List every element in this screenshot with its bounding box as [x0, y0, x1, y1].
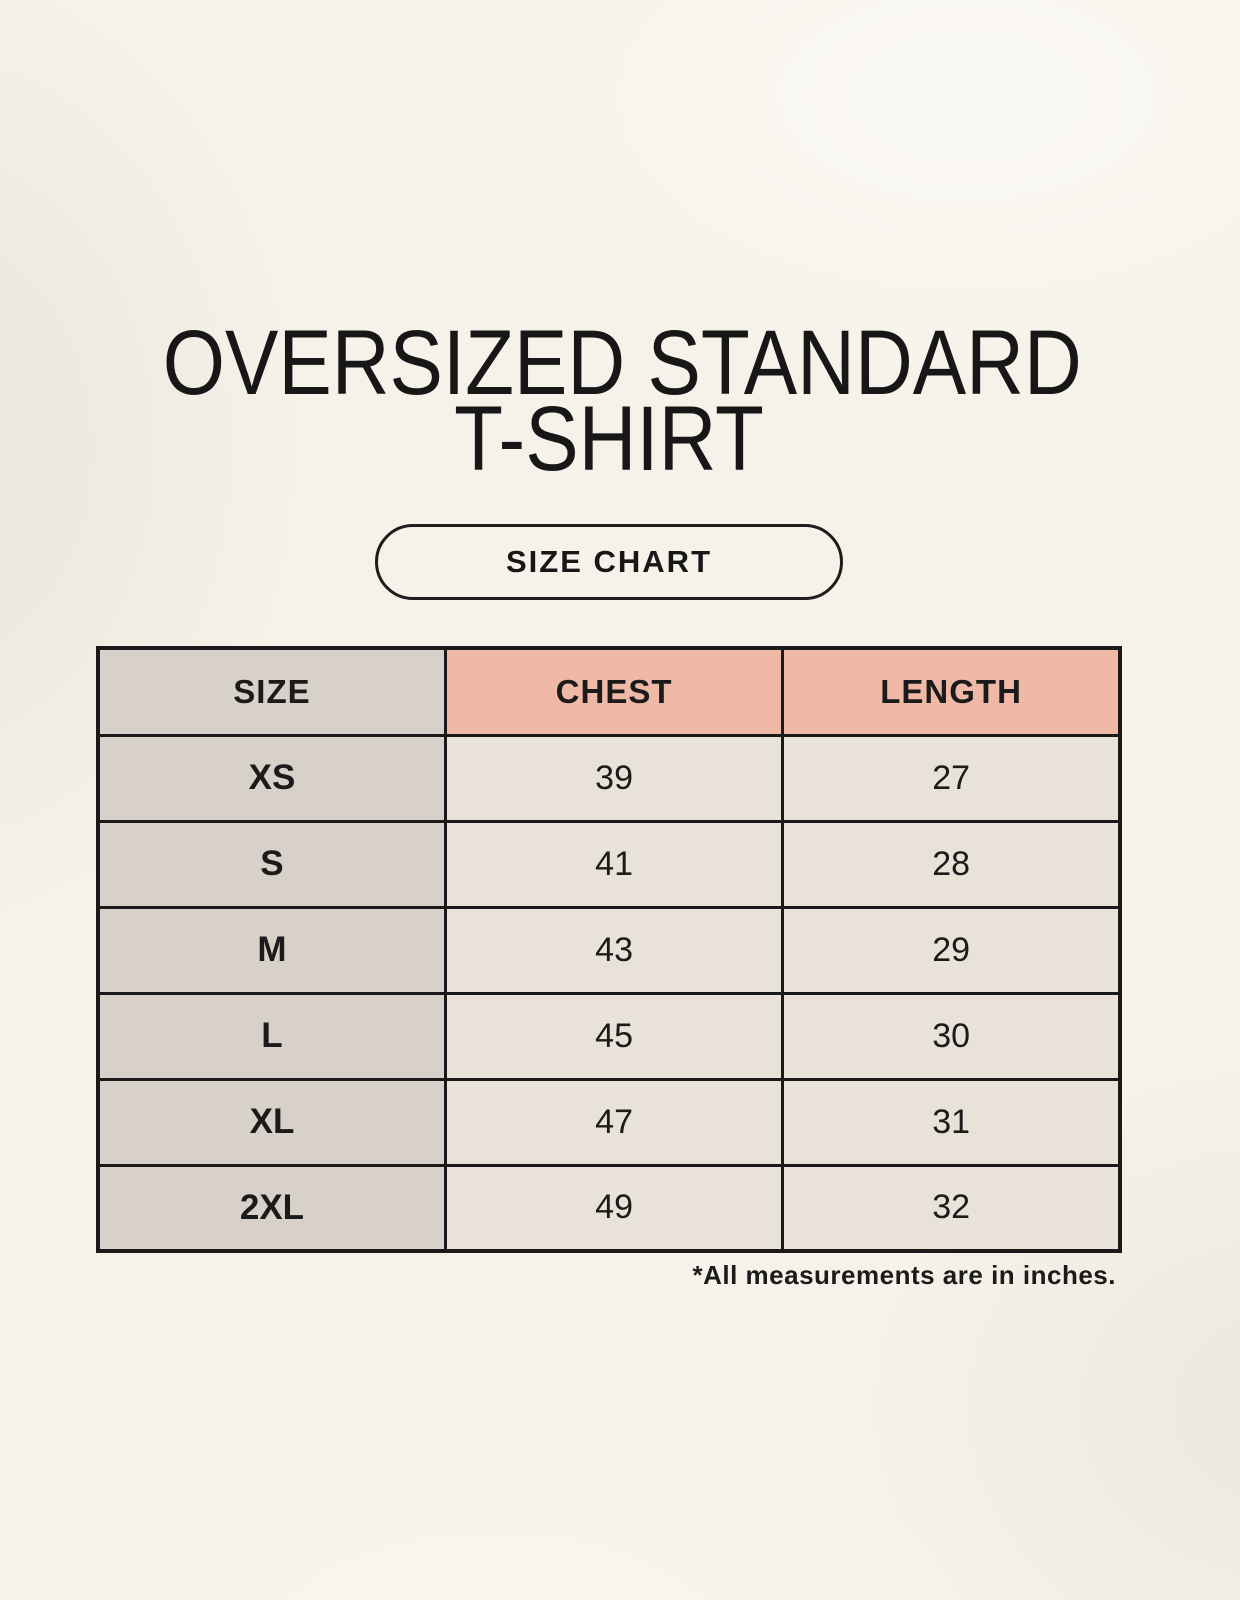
size-cell: S: [98, 821, 445, 907]
size-chart-badge-label: SIZE CHART: [506, 544, 712, 579]
chest-cell: 49: [445, 1165, 782, 1251]
length-cell: 30: [783, 993, 1120, 1079]
table-row: [98, 735, 1120, 821]
size-cell: L: [98, 993, 445, 1079]
column-header-chest: CHEST: [445, 648, 782, 735]
size-cell: 2XL: [98, 1165, 445, 1251]
size-cell: M: [98, 907, 445, 993]
chest-cell: 45: [445, 993, 782, 1079]
chest-cell: 47: [445, 1079, 782, 1165]
measurements-footnote: *All measurements are in inches.: [692, 1260, 1116, 1290]
table-header-row: [98, 648, 1120, 735]
table-row: [98, 993, 1120, 1079]
table-row: [98, 1079, 1120, 1165]
column-header-size: SIZE: [98, 648, 445, 735]
size-cell: XS: [98, 735, 445, 821]
size-chart-badge: [375, 524, 843, 600]
size-cell: XL: [98, 1079, 445, 1165]
chest-cell: 41: [445, 821, 782, 907]
column-header-length: LENGTH: [783, 648, 1120, 735]
chest-cell: 43: [445, 907, 782, 993]
chest-cell: 39: [445, 735, 782, 821]
title-line-1: OVERSIZED STANDARD: [162, 312, 1082, 414]
table-row: [98, 1165, 1120, 1251]
page-title: [162, 312, 1082, 490]
length-cell: 29: [783, 907, 1120, 993]
table-row: [98, 821, 1120, 907]
length-cell: 32: [783, 1165, 1120, 1251]
length-cell: 27: [783, 735, 1120, 821]
title-line-2: T-SHIRT: [454, 388, 764, 490]
table-row: [98, 907, 1120, 993]
length-cell: 31: [783, 1079, 1120, 1165]
size-table: [96, 646, 1122, 1253]
length-cell: 28: [783, 821, 1120, 907]
content-column: [96, 0, 1122, 1600]
